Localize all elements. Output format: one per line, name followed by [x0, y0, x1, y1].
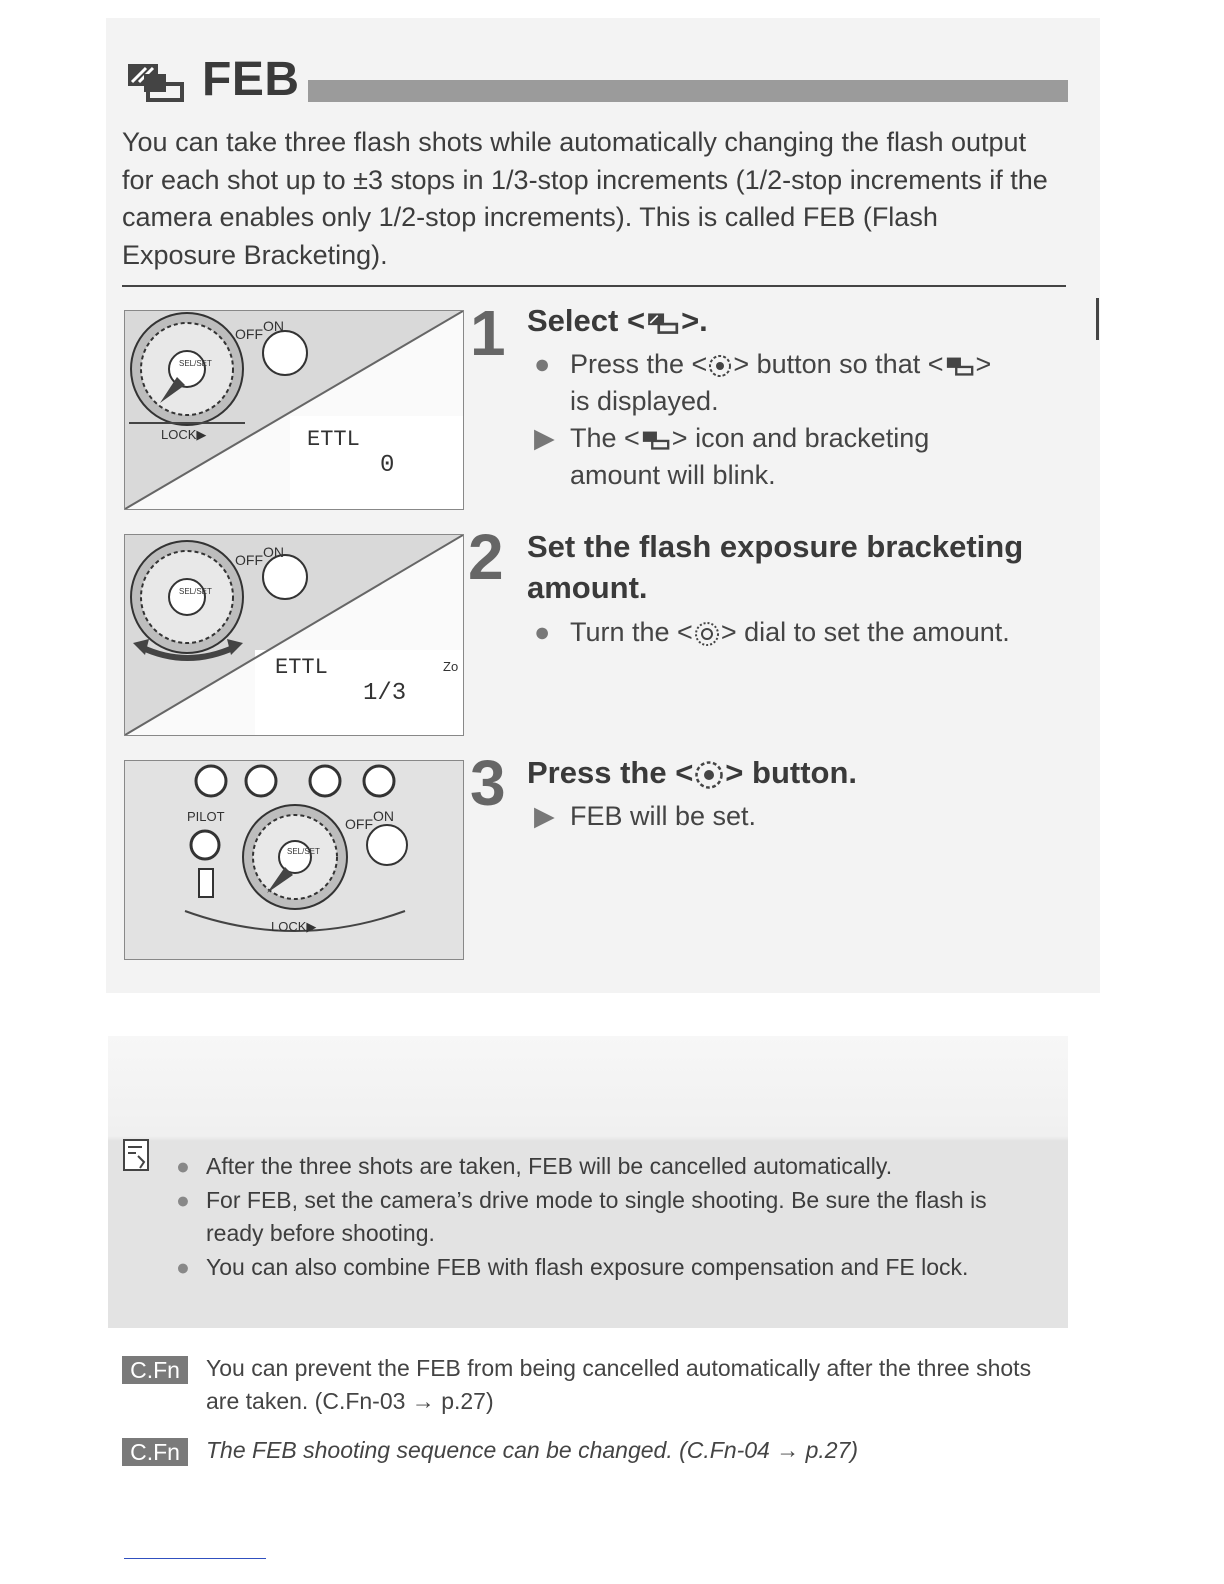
dial-icon: [694, 621, 720, 647]
divider: [122, 285, 1066, 287]
step-1-title: Select < >.: [527, 303, 708, 338]
fig2-zoom-label: Zo: [443, 659, 459, 674]
cfn-badge: C.Fn: [122, 1356, 188, 1384]
fig2-amount-label: 1/3: [363, 680, 407, 707]
fig3-lock-label: LOCK▶: [271, 919, 317, 934]
title-bar: [308, 80, 1068, 102]
step-2-number: 2: [468, 521, 504, 593]
fig3-on-label: ON: [373, 808, 394, 824]
section-header: [124, 52, 1068, 114]
fig1-amount-label: 0: [380, 452, 395, 479]
fig3-pilot-label: PILOT: [187, 809, 225, 824]
step-3-number: 3: [470, 747, 506, 819]
sel-set-button-icon: [708, 354, 732, 378]
fig3-sel-label: SEL/SET: [287, 847, 320, 856]
fig1-on-label: ON: [263, 318, 284, 334]
fig1-lock-label: LOCK▶: [161, 427, 207, 442]
fig2-off-label: OFF: [235, 552, 263, 568]
feb-icon: [124, 60, 188, 104]
figure-step-2: [124, 534, 464, 736]
feb-icon: [945, 354, 975, 378]
page-title: FEB: [202, 53, 300, 106]
cfn-badge: C.Fn: [122, 1438, 188, 1466]
feb-icon: [641, 428, 671, 452]
feb-icon: [646, 310, 680, 336]
step-3-title: Press the < > button.: [527, 755, 858, 790]
fig3-off-label: OFF: [345, 816, 373, 832]
fig1-ettl-label: ETTL: [307, 427, 360, 452]
memo-icon: [122, 1138, 150, 1172]
fig1-off-label: OFF: [235, 326, 263, 342]
fig2-sel-label: SEL/SET: [179, 587, 212, 596]
fig2-on-label: ON: [263, 544, 284, 560]
intro-paragraph: You can take three flash shots while automatically changing the flash output for each shot up to ±3 stops in 1/3-stop increments (1/2-stop increments if the camera enables only 1/2-stop increments). This is called FEB (Flash Exposure Bracketing).: [122, 127, 1048, 270]
sel-set-button-icon: [694, 760, 724, 790]
figure-step-1: [124, 310, 464, 510]
fig2-ettl-label: ETTL: [275, 655, 328, 680]
margin-mark: [1096, 298, 1099, 340]
footer-line: [124, 1558, 266, 1559]
step-1-number: 1: [470, 297, 506, 369]
figure-step-3: [124, 760, 464, 960]
step-2-title: Set the flash exposure bracketing amount.: [527, 529, 1024, 605]
fig1-sel-label: SEL/SET: [179, 359, 212, 368]
